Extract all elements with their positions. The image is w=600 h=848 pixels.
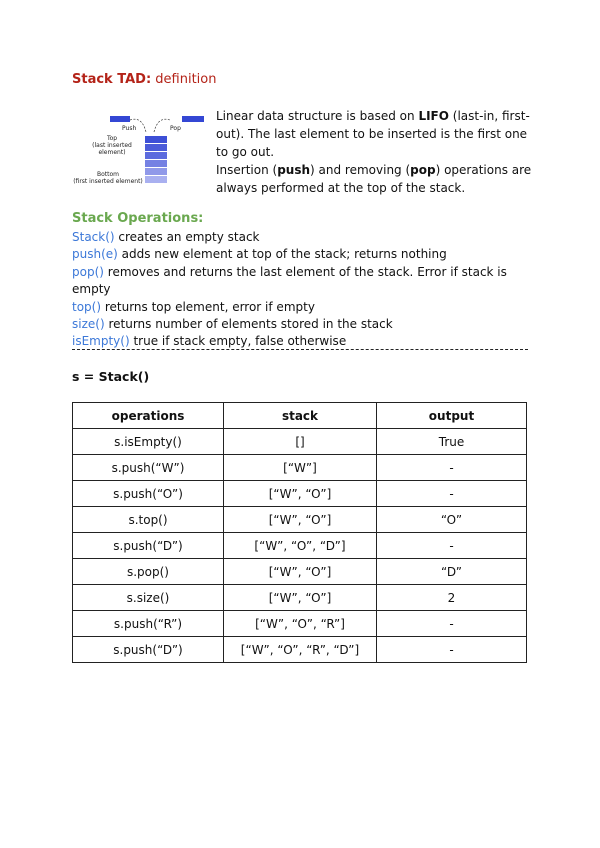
operation-item: pop() removes and returns the last element of the stack. Error if stack is empty (72, 264, 507, 297)
cell-output: - (377, 533, 527, 559)
cell-output: “O” (377, 507, 527, 533)
table-row (73, 429, 527, 455)
table-row (73, 533, 527, 559)
cell-output: 2 (377, 585, 527, 611)
table-row (73, 481, 527, 507)
bottom-label: Bottom (first inserted element) (73, 171, 143, 185)
push-label: Push (122, 125, 137, 132)
cell-stack: [] (224, 429, 377, 455)
stack-diagram (73, 112, 210, 188)
intro-text: Linear data structure is based on LIFO (last-in, first-out). The last element to be inserted is the first one to go out. Insertion (push) and removing (pop) operations are always performed at the top of the stack. (216, 109, 532, 195)
cell-stack: [“W”] (224, 455, 377, 481)
pop-label: Pop (170, 125, 181, 132)
header-output: output (377, 403, 527, 429)
page-title: Stack TAD: definition (72, 72, 217, 87)
table-row (73, 585, 527, 611)
cell-output: “D” (377, 559, 527, 585)
table-header-row (73, 403, 527, 429)
cell-output: - (377, 637, 527, 663)
cell-operation: s.isEmpty() (73, 429, 224, 455)
cell-output: - (377, 611, 527, 637)
cell-stack: [“W”, “O”] (224, 585, 377, 611)
dashed-divider (72, 349, 528, 350)
cell-operation: s.pop() (73, 559, 224, 585)
header-operations: operations (73, 403, 224, 429)
cell-stack: [“W”, “O”, “R”, “D”] (224, 637, 377, 663)
stack-cell (145, 144, 167, 151)
table-row (73, 637, 527, 663)
cell-output: - (377, 481, 527, 507)
cell-operation: s.push(“O”) (73, 481, 224, 507)
operation-item: size() returns number of elements stored in the stack (72, 317, 393, 332)
operation-item: push(e) adds new element at top of the stack; returns nothing (72, 247, 447, 262)
cell-stack: [“W”, “O”] (224, 507, 377, 533)
cell-stack: [“W”, “O”] (224, 559, 377, 585)
cell-operation: s.top() (73, 507, 224, 533)
pop-block (182, 116, 204, 122)
cell-stack: [“W”, “O”, “D”] (224, 533, 377, 559)
stack-cell (145, 136, 167, 143)
stack-cell (145, 160, 167, 167)
cell-operation: s.size() (73, 585, 224, 611)
operation-item: top() returns top element, error if empty (72, 299, 315, 314)
cell-operation: s.push(“R”) (73, 611, 224, 637)
operation-item: Stack() creates an empty stack (72, 230, 260, 244)
cell-stack: [“W”, “O”] (224, 481, 377, 507)
pop-arrow (154, 119, 170, 132)
operations-table (72, 402, 527, 663)
cell-operation: s.push(“D”) (73, 637, 224, 663)
table-row (73, 507, 527, 533)
top-label: Top (last inserted element) (92, 135, 132, 156)
cell-operation: s.push(“D”) (73, 533, 224, 559)
stack-cell (145, 176, 167, 183)
table-row (73, 455, 527, 481)
cell-output: - (377, 455, 527, 481)
stack-cell (145, 168, 167, 175)
cell-output: True (377, 429, 527, 455)
operations-list (72, 229, 532, 351)
stack-cell (145, 152, 167, 159)
operation-item: isEmpty() true if stack empty, false otherwise (72, 334, 347, 349)
stack-declaration: s = Stack() (72, 369, 150, 384)
cell-stack: [“W”, “O”, “R”] (224, 611, 377, 637)
table-row (73, 611, 527, 637)
push-block (110, 116, 130, 122)
operations-heading: Stack Operations: (72, 211, 204, 226)
header-stack: stack (224, 403, 377, 429)
table-row (73, 559, 527, 585)
cell-operation: s.push(“W”) (73, 455, 224, 481)
